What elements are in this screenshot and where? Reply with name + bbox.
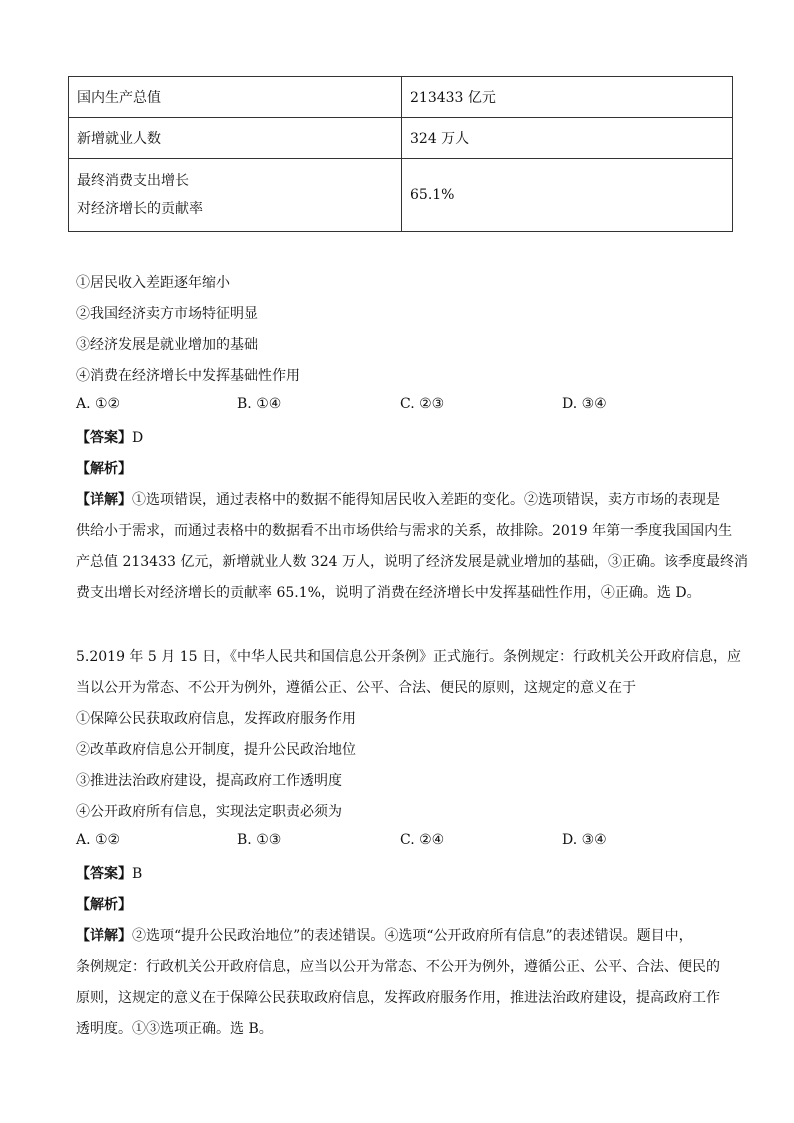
- detail-line: [76, 489, 720, 509]
- table-cell-value: 65.1%: [402, 159, 733, 232]
- answer-value: B: [132, 866, 143, 882]
- table-cell-value: 324 万人: [402, 118, 733, 159]
- table-cell-label-line: 最终消费支出增长: [77, 173, 189, 189]
- detail-line: 透明度。①③选项正确。选 B。: [76, 1021, 273, 1037]
- option-a: A. ①②: [76, 396, 121, 412]
- detail-line: 费支出增长对经济增长的贡献率 65.1%，说明了消费在经济增长中发挥基础性作用，④正确。选 D。: [76, 585, 701, 601]
- table-row: [69, 118, 733, 159]
- detail-line: 供给小于需求，而通过表格中的数据看不出市场供给与需求的关系，故排除。2019 年第一季度我国国内生: [76, 523, 733, 539]
- statement: ①保障公民获取政府信息，发挥政府服务作用: [76, 711, 356, 727]
- table-cell-label: [69, 159, 402, 232]
- option-b: B. ①④: [237, 396, 282, 412]
- option-c: C. ②③: [400, 396, 445, 412]
- option-c: C. ②④: [400, 832, 445, 848]
- option-d: D. ③④: [562, 396, 607, 412]
- answer-line: [76, 427, 143, 447]
- detail-line: [76, 925, 693, 945]
- answer-label: 【答案】: [76, 866, 132, 882]
- table-row: [69, 159, 733, 232]
- detail-line: 条例规定：行政机关公开政府信息，应当以公开为常态、不公开为例外，遵循公正、公平、合法、便民的: [76, 959, 720, 975]
- question-stem: 5.2019 年 5 月 15 日，《中华人民共和国信息公开条例》正式施行。条例规定：行政机关公开政府信息，应: [76, 649, 741, 665]
- option-a: A. ①②: [76, 832, 121, 848]
- statement: ③经济发展是就业增加的基础: [76, 337, 258, 353]
- table-cell-label: 新增就业人数: [69, 118, 402, 159]
- statement: ②改革政府信息公开制度，提升公民政治地位: [76, 742, 356, 758]
- answer-label: 【答案】: [76, 430, 132, 446]
- statement: ④消费在经济增长中发挥基础性作用: [76, 368, 300, 384]
- answer-value: D: [132, 430, 144, 446]
- table-cell-label-line: 对经济增长的贡献率: [77, 201, 203, 217]
- answer-line: [76, 863, 142, 883]
- detail-line: 原则，这规定的意义在于保障公民获取政府信息，发挥政府服务作用，推进法治政府建设，提高政府工作: [76, 990, 720, 1006]
- data-table: [68, 76, 733, 232]
- option-d: D. ③④: [562, 832, 607, 848]
- statement: ④公开政府所有信息，实现法定职责必须为: [76, 804, 342, 820]
- detail-label: 【详解】: [76, 928, 132, 944]
- statement: ①居民收入差距逐年缩小: [76, 275, 230, 291]
- detail-text: ②选项“提升公民政治地位”的表述错误。④选项“公开政府所有信息”的表述错误。题目中，: [132, 928, 693, 944]
- option-b: B. ①③: [237, 832, 282, 848]
- analysis-label: 【解析】: [76, 461, 132, 477]
- detail-text: ①选项错误，通过表格中的数据不能得知居民收入差距的变化。②选项错误，卖方市场的表现是: [132, 492, 720, 508]
- statement: ②我国经济卖方市场特征明显: [76, 306, 258, 322]
- table-cell-label: 国内生产总值: [69, 77, 402, 118]
- detail-label: 【详解】: [76, 492, 132, 508]
- table-row: [69, 77, 733, 118]
- question-stem: 当以公开为常态、不公开为例外，遵循公正、公平、合法、便民的原则，这规定的意义在于: [76, 680, 636, 696]
- table-cell-value: 213433 亿元: [402, 77, 733, 118]
- detail-line: 产总值 213433 亿元，新增就业人数 324 万人，说明了经济发展是就业增加的基础，③正确。该季度最终消: [76, 554, 748, 570]
- statement: ③推进法治政府建设，提高政府工作透明度: [76, 773, 342, 789]
- analysis-label: 【解析】: [76, 897, 132, 913]
